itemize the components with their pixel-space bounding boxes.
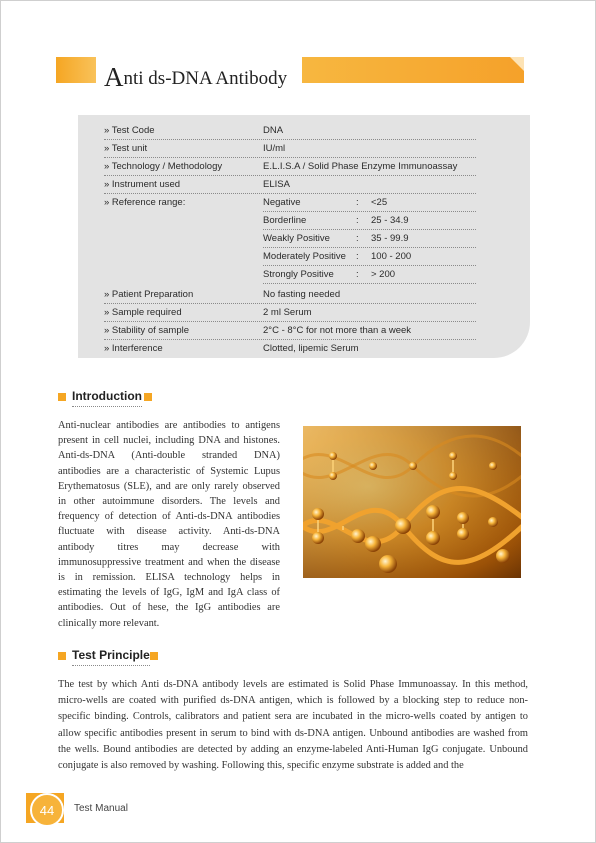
info-label: » Instrument used xyxy=(104,179,181,190)
info-row-test-code xyxy=(104,121,476,140)
title-rest: nti ds-DNA Antibody xyxy=(123,68,288,89)
reference-row xyxy=(263,193,476,212)
heading-square-icon xyxy=(58,393,66,401)
reference-sep: : xyxy=(356,251,359,262)
info-label: » Reference range: xyxy=(104,197,186,208)
info-label: » Stability of sample xyxy=(104,325,190,336)
test-principle-heading xyxy=(58,648,170,664)
reference-row xyxy=(263,247,476,266)
test-principle-text: The test by which Anti ds-DNA antibody levels are estimated is Solid Phase Immunoassay. In this method, micro-wells are coated with purified ds-DNA antigen, which is followed by a blocking step to reduce non-specific binding. Controls, calibrators and patient sera are incubated in the micro-wells coated by antigen to allow specific antibodies present in serum to bind with ds-DNA antigen. Unbound antibodies are washed from the wells. Bound antibodies are detected by adding an enzyme-labeled Anti-Human IgG conjugate. Unbound conjugate is also removed by washing. Following this, specific enzyme substrate is added and the xyxy=(58,679,528,772)
reference-name: Strongly Positive xyxy=(263,269,334,280)
reference-value: 35 - 99.9 xyxy=(371,233,409,244)
header-accent-left xyxy=(56,57,96,83)
info-value: Clotted, lipemic Serum xyxy=(263,343,359,354)
info-row-test-unit xyxy=(104,139,476,158)
info-row-instrument xyxy=(104,175,476,194)
title-initial: A xyxy=(104,62,124,92)
reference-value: 25 - 34.9 xyxy=(371,215,409,226)
info-row-sample-required xyxy=(104,303,476,322)
introduction-heading-text: Introduction xyxy=(72,389,142,407)
reference-row xyxy=(263,265,476,284)
heading-square-icon xyxy=(58,652,66,660)
introduction-text: Anti-nuclear antibodies are antibodies to antigens present in cell nuclei, including DNA and histones. Anti-ds-DNA (Anti-double stranded DNA) antibodies are a characteristic of Systemic Lupus Erythematosus (SLE), and are only rarely observed in other autoimmune disorders. The levels and frequency of detection of Anti-ds-DNA antibodies fluctuate with disease activity. Anti-ds-DNA antibody titres may decrease with immunosuppressive treatment and when the disease is in remission. ELISA technology helps in estimating the levels of IgG, IgM and IgA class of antibodies. Out of hese, the IgG antibodies are clinically more relevant. xyxy=(58,420,280,629)
reference-row xyxy=(263,229,476,248)
reference-value: > 200 xyxy=(371,269,396,280)
header-accent-right xyxy=(302,57,524,83)
info-value: No fasting needed xyxy=(263,289,341,300)
info-value: 2 ml Serum xyxy=(263,307,312,318)
info-label: » Sample required xyxy=(104,307,182,318)
info-label: » Patient Preparation xyxy=(104,289,194,300)
info-label: » Test Code xyxy=(104,125,155,136)
info-row-stability xyxy=(104,321,476,340)
reference-name: Negative xyxy=(263,197,301,208)
info-value: 2°C - 8°C for not more than a week xyxy=(263,325,412,336)
info-row-methodology xyxy=(104,157,476,176)
info-row-reference-range xyxy=(104,193,249,211)
info-row-interference xyxy=(104,339,476,357)
page-title xyxy=(104,60,287,91)
heading-square-icon xyxy=(144,393,152,401)
info-label: » Technology / Methodology xyxy=(104,161,223,172)
info-value: ELISA xyxy=(263,179,290,190)
page-number-badge: 44 xyxy=(30,793,64,827)
reference-sep: : xyxy=(356,233,359,244)
reference-row xyxy=(263,211,476,230)
info-value: IU/ml xyxy=(263,143,286,154)
reference-name: Borderline xyxy=(263,215,307,226)
test-principle-heading-text: Test Principle xyxy=(72,648,150,666)
info-row-patient-preparation xyxy=(104,285,476,304)
reference-sep: : xyxy=(356,269,359,280)
info-label: » Interference xyxy=(104,343,163,354)
reference-value: <25 xyxy=(371,197,388,208)
header-corner-fold xyxy=(510,57,524,71)
info-value: DNA xyxy=(263,125,284,136)
reference-name: Weakly Positive xyxy=(263,233,330,244)
reference-sep: : xyxy=(356,197,359,208)
reference-sep: : xyxy=(356,215,359,226)
reference-name: Moderately Positive xyxy=(263,251,346,262)
dna-helix-illustration xyxy=(303,426,521,578)
dna-helix-image xyxy=(303,426,521,578)
footer-label: Test Manual xyxy=(74,803,128,814)
reference-value: 100 - 200 xyxy=(371,251,412,262)
info-label: » Test unit xyxy=(104,143,148,154)
heading-square-icon xyxy=(150,652,158,660)
info-value: E.L.I.S.A / Solid Phase Enzyme Immunoassay xyxy=(263,161,458,172)
introduction-heading xyxy=(58,389,168,405)
